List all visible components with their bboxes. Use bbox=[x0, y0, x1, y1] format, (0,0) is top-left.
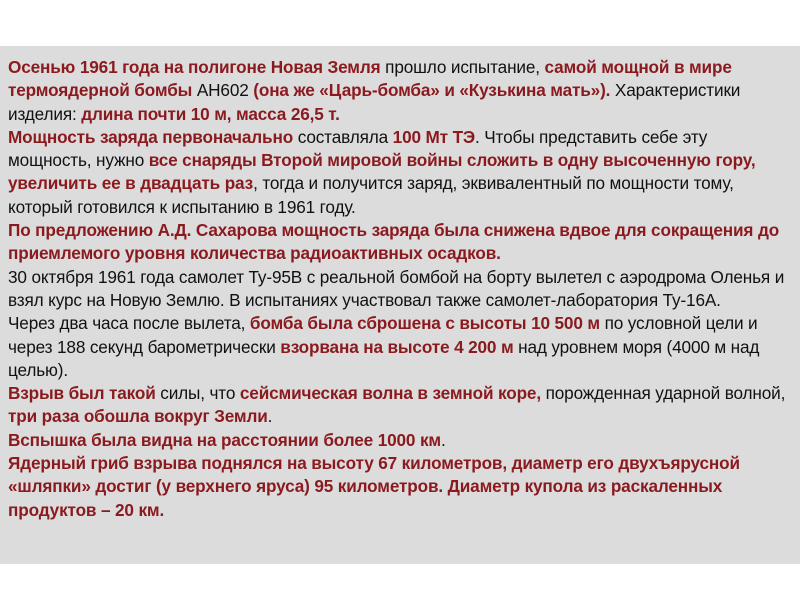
text-normal: порожденная ударной волной, bbox=[540, 383, 786, 404]
text-highlight: Мощность заряда первоначально bbox=[8, 126, 294, 147]
text-normal: . bbox=[267, 406, 273, 427]
paragraph-flight bbox=[8, 266, 794, 313]
text-highlight: Вспышка была видна на расстоянии более 1000 км bbox=[8, 429, 441, 450]
paragraph-yield bbox=[8, 126, 794, 219]
paragraph-tsar-bomba-intro bbox=[8, 56, 794, 126]
slide-text bbox=[8, 56, 794, 522]
text-normal: Характеристики изделия: bbox=[8, 80, 741, 124]
text-normal: АН602 bbox=[192, 80, 254, 101]
text-highlight: Взрыв был такой bbox=[8, 383, 156, 404]
text-highlight: все снаряды Второй мировой войны сложить в одну высоченную гору, увеличить ее в двадцать раз bbox=[8, 150, 756, 194]
text-normal: составляла bbox=[293, 126, 393, 147]
text-highlight: По предложению А.Д. Сахарова мощность заряда была снижена вдвое для сокращения до приемлемого уровня количества радиоактивных осадков. bbox=[8, 220, 780, 264]
paragraph-drop bbox=[8, 312, 794, 382]
text-highlight: сейсмическая волна в земной коре, bbox=[239, 383, 541, 404]
text-highlight: самой мощной в мире термоядерной бомбы bbox=[8, 57, 732, 101]
text-highlight: (она же «Царь-бомба» и «Кузькина мать»). bbox=[253, 80, 611, 101]
text-normal: . bbox=[440, 429, 446, 450]
paragraph-flash bbox=[8, 429, 794, 452]
text-highlight: длина почти 10 м, масса 26,5 т. bbox=[81, 103, 340, 124]
text-normal: Через два часа после вылета, bbox=[8, 313, 250, 334]
text-normal: прошло испытание, bbox=[380, 57, 545, 77]
text-highlight: три раза обошла вокруг Земли bbox=[8, 406, 268, 427]
text-highlight: Осенью 1961 года на полигоне Новая Земля bbox=[8, 57, 381, 77]
paragraph-sakharov bbox=[8, 219, 794, 266]
text-normal: . Чтобы представить себе эту мощность, нужно bbox=[8, 126, 708, 171]
text-highlight: взорвана на высоте 4 200 м bbox=[280, 336, 514, 357]
text-normal: , тогда и получится заряд, эквивалентный по мощности тому, который готовился к испытанию в 1961 году. bbox=[8, 173, 734, 217]
text-normal: силы, что bbox=[155, 383, 240, 404]
text-normal: по условной цели и через 188 секунд барометрически bbox=[8, 313, 758, 357]
paragraph-seismic bbox=[8, 382, 794, 429]
text-normal: над уровнем моря (4000 м над целью). bbox=[8, 336, 760, 380]
paragraph-mushroom bbox=[8, 452, 794, 522]
text-highlight: Ядерный гриб взрыва поднялся на высоту 67 километров, диаметр его двухъярусной «шляпки» достиг (у верхнего яруса) 95 километров. Диаметр купола из раскаленных продуктов – 20 км. bbox=[8, 453, 740, 520]
text-highlight: 100 Мт ТЭ bbox=[392, 126, 475, 147]
text-highlight: бомба была сброшена с высоты 10 500 м bbox=[249, 313, 600, 334]
text-normal: 30 октября 1961 года самолет Ту-95В с реальной бомбой на борту вылетел с аэродрома Оленья и взял курс на Новую Землю. В испытаниях участвовал также самолет-лаборатория Ту-16А. bbox=[8, 266, 785, 310]
